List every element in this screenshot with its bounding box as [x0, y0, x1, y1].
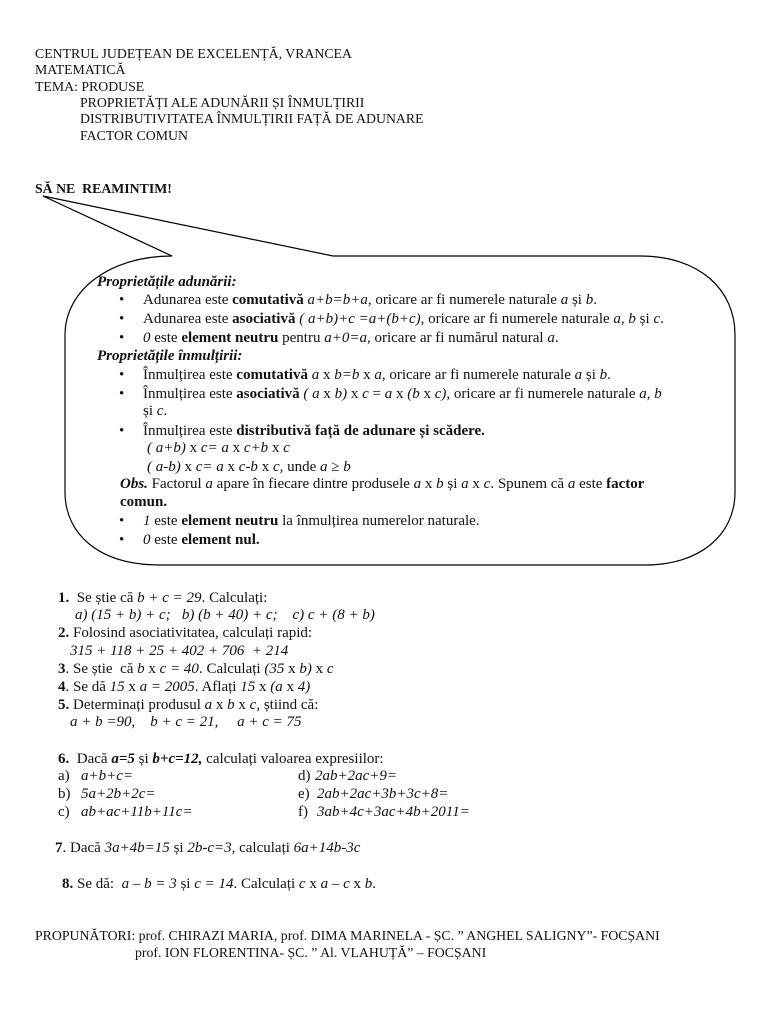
text-run: și: [176, 876, 195, 892]
exercise-2-statement: [58, 624, 312, 643]
text-run: x: [124, 679, 140, 695]
multiplication-properties-heading: Proprietățile înmulțirii:: [97, 348, 243, 364]
text-run: Adunarea este: [143, 311, 233, 327]
text-run: a: [384, 386, 393, 402]
text-run: și: [169, 840, 188, 856]
text-run: , oricare ar fi numărul natural: [366, 330, 548, 346]
expression: 5a+2b+2c=: [81, 786, 156, 802]
text-run: 0: [143, 532, 151, 548]
text-run: la înmulțirea numerelor naturale.: [278, 513, 480, 529]
text-run: Determinați produsul: [69, 697, 205, 713]
header-subject: MATEMATICĂ: [35, 62, 126, 77]
text-run: ( a-b): [147, 459, 181, 475]
text-run: 2.: [58, 625, 70, 641]
expression: ab+ac+11b+11c=: [81, 804, 193, 820]
text-run: =: [368, 386, 385, 402]
text-run: x: [468, 476, 484, 492]
text-run: b=b: [334, 367, 360, 383]
text-run: 5.: [58, 697, 70, 713]
text-run: a: [307, 367, 320, 383]
text-run: este: [150, 532, 182, 548]
text-run: este: [150, 513, 182, 529]
text-run: 3a+4b=15: [104, 840, 170, 856]
text-run: este: [150, 330, 182, 346]
observation-note: [120, 475, 644, 494]
text-run: , unde: [279, 459, 321, 475]
text-run: x: [255, 679, 271, 695]
bullet-icon: [119, 310, 124, 329]
text-run: x: [305, 876, 321, 892]
text-run: a+b=b+a: [303, 292, 368, 308]
text-run: x: [144, 661, 160, 677]
bullet-icon: [119, 291, 124, 310]
text-run: a ≥ b: [320, 459, 351, 475]
text-run: calculați valoarea expresiilor:: [202, 751, 384, 767]
text-run: b: [436, 476, 444, 492]
text-run: , oricare ar fi numerele naturale: [420, 311, 614, 327]
text-run: x: [180, 459, 196, 475]
text-run: x: [212, 697, 228, 713]
text-run: a, b: [613, 311, 636, 327]
text-run: Folosind asociativitatea, calculați rapid:: [69, 625, 313, 641]
text-run: Înmulțirea este: [143, 386, 237, 402]
text-run: x: [185, 440, 201, 456]
text-run: x: [282, 679, 298, 695]
text-run: c = 40: [159, 661, 199, 677]
text-run: comutativă: [232, 292, 304, 308]
text-run: asociativă: [232, 311, 296, 327]
text-run: și: [143, 403, 157, 419]
text-run: element nul.: [181, 532, 260, 548]
text-run: Adunarea este: [143, 292, 233, 308]
text-run: .: [554, 330, 559, 346]
bullet-icon: [119, 385, 124, 404]
text-run: x: [311, 661, 327, 677]
exercise-5-conditions: [70, 713, 302, 732]
bullet-icon: [119, 366, 124, 385]
text-run: b: [364, 876, 373, 892]
multiplication-neutral-element: [143, 512, 480, 531]
addition-properties-heading: Proprietățile adunării:: [97, 274, 237, 290]
text-run: a) (15 + b) + c; b) (b + 40) + c; c) c + (8 + b): [75, 607, 375, 623]
text-run: 4): [297, 679, 311, 695]
text-run: 1.: [58, 590, 70, 606]
text-run: . Se dă: [65, 679, 110, 695]
text-run: 15: [109, 679, 125, 695]
text-run: pentru: [278, 330, 325, 346]
text-run: a: [413, 476, 422, 492]
text-run: c: [483, 476, 491, 492]
bullet-icon: [119, 422, 124, 441]
text-run: 15: [240, 679, 256, 695]
text-run: c = 14: [194, 876, 234, 892]
multiplication-commutative-property: [143, 366, 611, 385]
text-run: c+b: [243, 440, 269, 456]
text-run: c: [326, 661, 334, 677]
text-run: Înmulțirea este: [143, 423, 237, 439]
text-run: x: [223, 459, 239, 475]
text-run: x: [228, 440, 244, 456]
text-run: , oricare ar fi numerele naturale: [446, 386, 640, 402]
text-run: a: [574, 367, 583, 383]
text-run: c): [434, 386, 447, 402]
text-run: .: [372, 876, 376, 892]
expression-label: a): [58, 768, 70, 784]
text-run: b: [137, 661, 145, 677]
text-run: .: [660, 311, 664, 327]
text-run: și: [582, 367, 600, 383]
header-topic: DISTRIBUTIVITATEA ÎNMULȚIRII FAȚĂ DE ADUNARE: [80, 111, 424, 126]
text-run: a: [204, 697, 213, 713]
text-run: . Dacă: [62, 840, 105, 856]
text-run: Dacă: [69, 751, 112, 767]
text-run: .: [593, 292, 597, 308]
text-run: ( a+b)+c =a+(b+c): [295, 311, 421, 327]
text-run: 2b-c=3: [187, 840, 232, 856]
text-run: ( a: [299, 386, 320, 402]
text-run: a – c: [320, 876, 350, 892]
addition-commutative-property: [143, 291, 597, 310]
text-run: c: [272, 459, 280, 475]
text-run: a+0=a: [324, 330, 367, 346]
text-run: este: [575, 476, 607, 492]
observation-note-end: [120, 493, 167, 512]
text-run: a: [547, 330, 555, 346]
text-run: 315 + 118 + 25 + 402 + 706 + 214: [70, 643, 289, 659]
header-institution: CENTRUL JUDEȚEAN DE EXCELENȚĂ, VRANCEA: [35, 46, 352, 61]
text-run: x: [359, 367, 375, 383]
multiplication-null-element: [143, 531, 260, 550]
bullet-icon: [119, 531, 124, 550]
multiplication-associative-property: [143, 385, 662, 404]
text-run: x: [319, 386, 335, 402]
exercise-7-statement: [55, 839, 360, 858]
text-run: c= a: [195, 459, 224, 475]
text-run: . Calculați: [198, 661, 265, 677]
text-run: a = 2005: [139, 679, 195, 695]
text-run: și: [635, 311, 654, 327]
text-run: a + b =90, b + c = 21, a + c = 75: [70, 714, 302, 730]
text-run: asociativă: [236, 386, 300, 402]
expression-label: f): [298, 804, 308, 820]
multiplication-associative-property-end: [143, 402, 167, 421]
text-run: x: [392, 386, 408, 402]
bullet-icon: [119, 512, 124, 531]
text-run: b+c=12,: [152, 751, 203, 767]
reminder-title: SĂ NE REAMINTIM!: [35, 181, 172, 196]
expression-label: b): [58, 786, 71, 802]
addition-neutral-element: [143, 329, 559, 348]
text-run: a: [560, 292, 569, 308]
text-run: și: [568, 292, 586, 308]
text-run: . Calculați:: [201, 590, 268, 606]
text-run: , oricare ar fi numerele naturale: [381, 367, 575, 383]
text-run: , știind că:: [256, 697, 319, 713]
exercise-1-parts: [75, 606, 375, 625]
text-run: . Spunem că: [490, 476, 568, 492]
text-run: x: [319, 367, 335, 383]
text-run: Factorul: [147, 476, 206, 492]
bullet-icon: [119, 329, 124, 348]
text-run: b: [599, 367, 608, 383]
text-run: element neutru: [181, 330, 279, 346]
text-run: a – b = 3: [121, 876, 177, 892]
text-run: (35: [264, 661, 285, 677]
text-run: comutativă: [236, 367, 308, 383]
text-run: b): [299, 661, 312, 677]
text-run: 3: [58, 661, 66, 677]
text-run: x: [257, 459, 273, 475]
text-run: a: [567, 476, 576, 492]
text-run: și: [443, 476, 462, 492]
expression: 2ab+2ac+3b+3c+8=: [317, 786, 449, 802]
text-run: x: [349, 876, 365, 892]
text-run: a: [205, 476, 213, 492]
text-run: 8.: [62, 876, 74, 892]
header-topic: FACTOR COMUN: [80, 128, 188, 143]
text-run: b): [334, 386, 348, 402]
text-run: , calculați: [231, 840, 294, 856]
text-run: c: [362, 386, 369, 402]
expression: 3ab+4c+3ac+4b+2011=: [317, 804, 470, 820]
expression-label: c): [58, 804, 70, 820]
text-run: 0: [143, 330, 151, 346]
text-run: , oricare ar fi numerele naturale: [367, 292, 561, 308]
text-run: b: [227, 697, 235, 713]
expression: 2ab+2ac+9=: [315, 768, 398, 784]
text-run: distributivă față de adunare și scădere.: [236, 423, 485, 439]
text-run: x: [421, 476, 437, 492]
text-run: element neutru: [181, 513, 279, 529]
text-run: 6a+14b-3c: [293, 840, 361, 856]
exercise-8-statement: [62, 875, 376, 894]
text-run: factor: [606, 476, 645, 492]
text-run: c: [298, 876, 306, 892]
text-run: (b: [407, 386, 420, 402]
addition-associative-property: [143, 310, 664, 329]
text-run: 1: [143, 513, 151, 529]
text-run: b + c = 29: [137, 590, 202, 606]
expression-label: d): [298, 768, 311, 784]
text-run: . Calculați: [233, 876, 299, 892]
text-run: Se dă:: [73, 876, 122, 892]
text-run: 6.: [58, 751, 70, 767]
header-topic: PROPRIETĂȚI ALE ADUNĂRII ȘI ÎNMULȚIRII: [80, 95, 365, 110]
text-run: apare în fiecare dintre produsele: [212, 476, 414, 492]
text-run: a: [461, 476, 469, 492]
distributive-formula-sum: [147, 439, 290, 458]
text-run: .: [163, 403, 168, 419]
text-run: x: [268, 440, 284, 456]
text-run: Obs.: [120, 476, 148, 492]
text-run: a: [374, 367, 382, 383]
text-run: c= a: [200, 440, 229, 456]
footer-authors: PROPUNĂTORI: prof. CHIRAZI MARIA, prof. DIMA MARINELA - ȘC. ” ANGHEL SALIGNY”- FOCȘANI: [35, 928, 660, 943]
text-run: c: [249, 697, 257, 713]
exercise-3-statement: [58, 660, 334, 679]
text-run: 4: [58, 679, 66, 695]
text-run: .: [607, 367, 611, 383]
header-theme: TEMA: PRODUSE: [35, 79, 145, 94]
text-run: x: [347, 386, 363, 402]
text-run: a, b: [639, 386, 662, 402]
text-run: . Se știe că: [65, 661, 138, 677]
text-run: comun.: [120, 494, 168, 510]
text-run: x: [284, 661, 300, 677]
exercise-4-statement: [58, 678, 310, 697]
expression: a+b+c=: [81, 768, 134, 784]
text-run: b: [585, 292, 594, 308]
text-run: x: [419, 386, 435, 402]
text-run: c: [156, 403, 164, 419]
exercise-2-sum: [70, 642, 288, 661]
text-run: ( a+b): [147, 440, 186, 456]
text-run: Se știe că: [69, 590, 138, 606]
text-run: c: [283, 440, 290, 456]
text-run: Înmulțirea este: [143, 367, 237, 383]
text-run: . Aflați: [194, 679, 241, 695]
text-run: 7: [55, 840, 63, 856]
text-run: a=5: [111, 751, 135, 767]
text-run: x: [234, 697, 250, 713]
expression-label: e): [298, 786, 310, 802]
text-run: c-b: [238, 459, 258, 475]
footer-authors: prof. ION FLORENTINA- ȘC. ” Al. VLAHUȚĂ” – FOCȘANI: [135, 945, 487, 960]
text-run: și: [134, 751, 153, 767]
text-run: c: [653, 311, 661, 327]
text-run: (a: [270, 679, 283, 695]
